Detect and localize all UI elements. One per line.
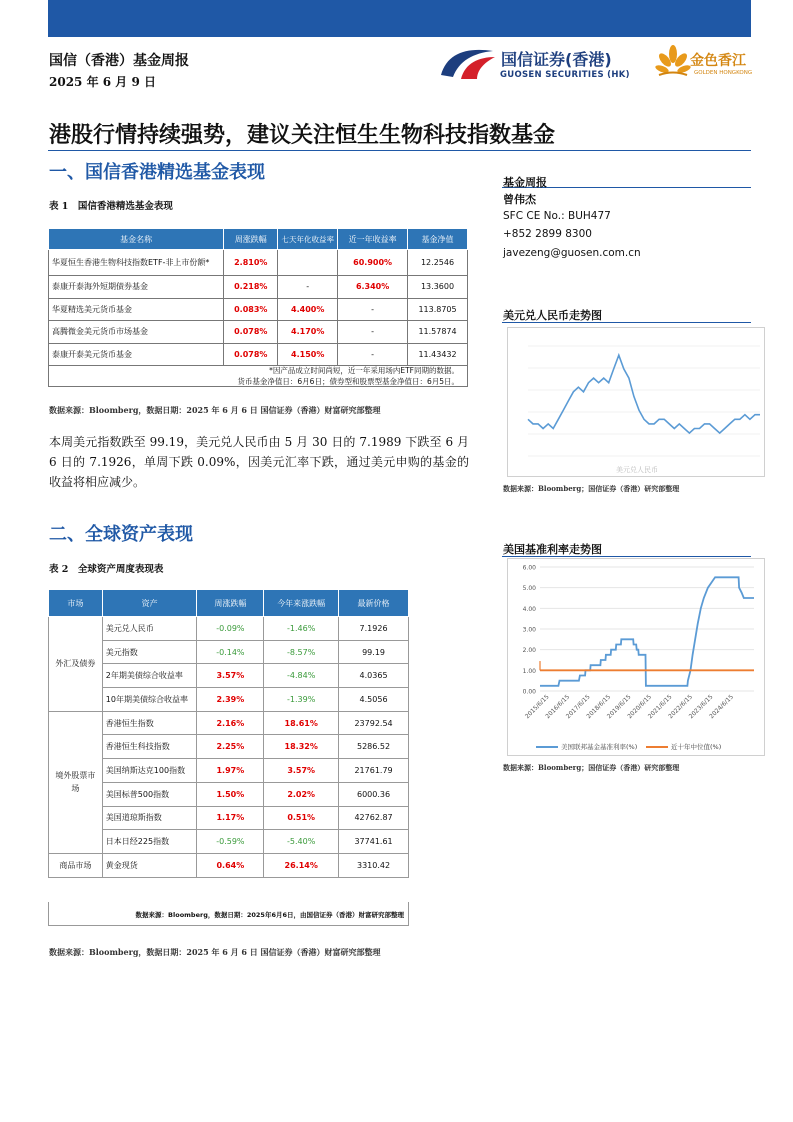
week-change-cell: 0.078% <box>224 321 278 344</box>
chart1-title: 美元兑人民币走势图 <box>503 309 602 322</box>
ytd-cell: -1.46% <box>264 617 339 641</box>
report-title: 国信（香港）基金周报 <box>49 53 189 69</box>
title-divider <box>48 150 751 151</box>
sidebar-head: 基金周报 <box>503 176 547 189</box>
table-row <box>49 806 409 830</box>
table2-caption: 表 2 全球资产周度表现表 <box>49 564 164 575</box>
section2-heading: 二、全球资产表现 <box>49 524 193 545</box>
col-fund-name: 基金名称 <box>49 229 224 250</box>
chart1-xlabel: 美元兑人民币 <box>616 466 658 474</box>
table-row <box>49 321 468 344</box>
week-cell: 0.64% <box>197 853 264 877</box>
fund-name-cell: 泰康开泰海外短期债券基金 <box>49 276 224 299</box>
price-cell: 21761.79 <box>339 759 409 783</box>
author-email[interactable]: javezeng@guosen.com.cn <box>503 247 641 259</box>
col-price: 最新价格 <box>339 590 409 617</box>
table-row <box>49 853 409 877</box>
price-cell: 4.0365 <box>339 664 409 688</box>
top-banner <box>48 0 751 37</box>
author-name: 曾伟杰 <box>503 193 536 206</box>
us-rate-chart <box>507 558 765 756</box>
table1-notes <box>48 363 468 387</box>
logo2-name-cn: 金色香江 <box>690 53 746 69</box>
y-tick-label: 5.00 <box>522 585 536 593</box>
week-cell: 2.25% <box>197 735 264 759</box>
chart1-source: 数据来源：Bloomberg；国信证券（香港）研究部整理 <box>503 484 680 493</box>
usdcny-chart <box>507 327 765 477</box>
x-tick-label: 2017/6/15 <box>564 693 592 721</box>
ytd-cell: 18.32% <box>264 735 339 759</box>
asset-cell: 2年期美债综合收益率 <box>102 664 197 688</box>
legend-label: 美国联邦基金基准利率(%) <box>561 743 638 751</box>
price-cell: 37741.61 <box>339 830 409 854</box>
global-asset-table <box>48 589 409 878</box>
chart2-title: 美国基准利率走势图 <box>503 543 602 556</box>
x-tick-label: 2015/6/15 <box>523 693 551 721</box>
seven-day-cell: - <box>278 276 338 299</box>
nav-cell: 113.8705 <box>408 298 468 321</box>
ytd-cell: -1.39% <box>264 688 339 712</box>
week-cell: 2.39% <box>197 688 264 712</box>
x-tick-label: 2024/6/15 <box>708 693 735 721</box>
y-tick-label: 3.00 <box>522 626 536 634</box>
ytd-cell: 18.61% <box>264 711 339 735</box>
x-tick-label: 2023/6/15 <box>687 693 715 721</box>
table-row <box>49 640 409 664</box>
y-tick-label: 1.00 <box>522 667 536 675</box>
logo2-name-en: GOLDEN HONGKONG <box>694 70 753 76</box>
week-change-cell: 0.083% <box>224 298 278 321</box>
col-one-year-return: 近一年收益率 <box>338 229 408 250</box>
table-row <box>49 276 468 299</box>
y-tick-label: 0.00 <box>522 688 536 696</box>
year-return-cell: - <box>338 321 408 344</box>
asset-cell: 美元指数 <box>102 640 197 664</box>
ytd-cell: 2.02% <box>264 782 339 806</box>
main-title: 港股行情持续强势，建议关注恒生生物科技指数基金 <box>49 122 556 148</box>
col-market: 市场 <box>49 590 103 617</box>
asset-cell: 美国道琼斯指数 <box>102 806 197 830</box>
seven-day-cell <box>278 250 338 276</box>
x-tick-label: 2022/6/15 <box>667 693 694 721</box>
table-row <box>49 782 409 806</box>
ytd-cell: 26.14% <box>264 853 339 877</box>
week-cell: -0.59% <box>197 830 264 854</box>
price-cell: 3310.42 <box>339 853 409 877</box>
asset-cell: 香港恒生指数 <box>102 711 197 735</box>
table1-note-2: 货币基金净值日：6月6日；债券型和股票型基金净值日：6月5日。 <box>237 377 459 386</box>
asset-cell: 10年期美债综合收益率 <box>102 688 197 712</box>
col-ytd: 今年来涨跌幅 <box>264 590 339 617</box>
week-cell: 2.16% <box>197 711 264 735</box>
market-cell: 境外股票市场 <box>49 711 103 853</box>
author-phone: +852 2899 8300 <box>503 228 592 240</box>
market-cell: 外汇及债券 <box>49 617 103 712</box>
y-tick-label: 4.00 <box>522 605 536 613</box>
asset-cell: 美国标普500指数 <box>102 782 197 806</box>
y-tick-label: 6.00 <box>522 564 536 572</box>
asset-cell: 日本日经225指数 <box>102 830 197 854</box>
table-row <box>49 830 409 854</box>
asset-cell: 美国纳斯达克100指数 <box>102 759 197 783</box>
week-cell: -0.09% <box>197 617 264 641</box>
usdcny-series-line <box>528 355 760 433</box>
week-cell: -0.14% <box>197 640 264 664</box>
week-cell: 1.50% <box>197 782 264 806</box>
price-cell: 99.19 <box>339 640 409 664</box>
price-cell: 23792.54 <box>339 711 409 735</box>
table1-source: 数据来源：Bloomberg，数据日期：2025 年 6 月 6 日 国信证券（香港）财富研究部整理 <box>49 405 381 415</box>
chart1-divider <box>502 322 751 323</box>
seven-day-cell: 4.400% <box>278 298 338 321</box>
market-cell: 商品市场 <box>49 853 103 877</box>
fund-performance-table <box>48 228 468 366</box>
price-cell: 42762.87 <box>339 806 409 830</box>
week-cell: 1.17% <box>197 806 264 830</box>
nav-cell: 12.2546 <box>408 250 468 276</box>
year-return-cell: - <box>338 298 408 321</box>
asset-cell: 美元兑人民币 <box>102 617 197 641</box>
golden-hongkong-flower-icon <box>655 44 691 80</box>
seven-day-cell: 4.170% <box>278 321 338 344</box>
col-week-change: 周涨跌幅 <box>224 229 278 250</box>
nav-cell: 11.43432 <box>408 343 468 366</box>
fund-name-cell: 华夏恒生香港生物科技指数ETF-非上市份额* <box>49 250 224 276</box>
col-seven-day-yield: 七天年化收益率 <box>278 229 338 250</box>
week-change-cell: 0.078% <box>224 343 278 366</box>
table-row <box>49 664 409 688</box>
week-change-cell: 0.218% <box>224 276 278 299</box>
x-tick-label: 2018/6/15 <box>585 693 613 721</box>
table2-source: 数据来源：Bloomberg，数据日期：2025 年 6 月 6 日 国信证券（香港）财富研究部整理 <box>49 947 381 957</box>
table1-caption: 表 1 国信香港精选基金表现 <box>49 201 173 212</box>
x-tick-label: 2019/6/15 <box>605 693 633 721</box>
fund-name-cell: 泰康开泰美元货币基金 <box>49 343 224 366</box>
nav-cell: 11.57874 <box>408 321 468 344</box>
table-row <box>49 617 409 641</box>
ytd-cell: -5.40% <box>264 830 339 854</box>
price-cell: 7.1926 <box>339 617 409 641</box>
ytd-cell: 3.57% <box>264 759 339 783</box>
ytd-cell: -4.84% <box>264 664 339 688</box>
ytd-cell: 0.51% <box>264 806 339 830</box>
logo-name-cn: 国信证券(香港) <box>501 50 612 69</box>
price-cell: 5286.52 <box>339 735 409 759</box>
table-row <box>49 759 409 783</box>
year-return-cell: 6.340% <box>338 276 408 299</box>
table-row <box>49 735 409 759</box>
chart2-divider <box>502 556 751 557</box>
x-tick-label: 2016/6/15 <box>544 693 572 721</box>
legend-label: 近十年中位值(%) <box>671 743 722 751</box>
table1-note-1: *因产品成立时间尚短，近一年采用场内ETF同期的数据。 <box>269 366 459 375</box>
col-week: 周涨跌幅 <box>197 590 264 617</box>
col-nav: 基金净值 <box>408 229 468 250</box>
year-return-cell: 60.900% <box>338 250 408 276</box>
fund-name-cell: 高腾微金美元货币市场基金 <box>49 321 224 344</box>
fx-commentary: 本周美元指数跌至 99.19，美元兑人民币由 5 月 30 日的 7.1989 下跌至 6 月 6 日的 7.1926，单周下跌 0.09%，因美元汇率下跌，通过美元申购的基金的收益将相应减少。 <box>49 435 469 489</box>
report-date: 2025 年 6 月 9 日 <box>49 75 156 89</box>
year-return-cell: - <box>338 343 408 366</box>
week-change-cell: 2.810% <box>224 250 278 276</box>
logo-name-en: GUOSEN SECURITIES (HK) <box>500 70 630 80</box>
week-cell: 1.97% <box>197 759 264 783</box>
x-tick-label: 2020/6/15 <box>626 693 654 721</box>
price-cell: 6000.36 <box>339 782 409 806</box>
y-tick-label: 2.00 <box>522 647 536 655</box>
fund-name-cell: 华夏精选美元货币基金 <box>49 298 224 321</box>
price-cell: 4.5056 <box>339 688 409 712</box>
table2-note: 数据来源：Bloomberg，数据日期：2025年6月6日，由国信证券（香港）财富研究部整理 <box>48 902 409 926</box>
table-row <box>49 711 409 735</box>
ytd-cell: -8.57% <box>264 640 339 664</box>
guosen-logo-icon <box>437 45 497 81</box>
seven-day-cell: 4.150% <box>278 343 338 366</box>
table-row <box>49 688 409 712</box>
nav-cell: 13.3600 <box>408 276 468 299</box>
col-asset: 资产 <box>102 590 197 617</box>
table-row <box>49 250 468 276</box>
x-tick-label: 2021/6/15 <box>646 693 674 721</box>
asset-cell: 黄金现货 <box>102 853 197 877</box>
week-cell: 3.57% <box>197 664 264 688</box>
chart2-source: 数据来源：Bloomberg；国信证券（香港）研究部整理 <box>503 763 680 772</box>
section1-heading: 一、国信香港精选基金表现 <box>49 162 265 183</box>
author-license: SFC CE No.: BUH477 <box>503 210 611 222</box>
table-row <box>49 298 468 321</box>
asset-cell: 香港恒生科技指数 <box>102 735 197 759</box>
